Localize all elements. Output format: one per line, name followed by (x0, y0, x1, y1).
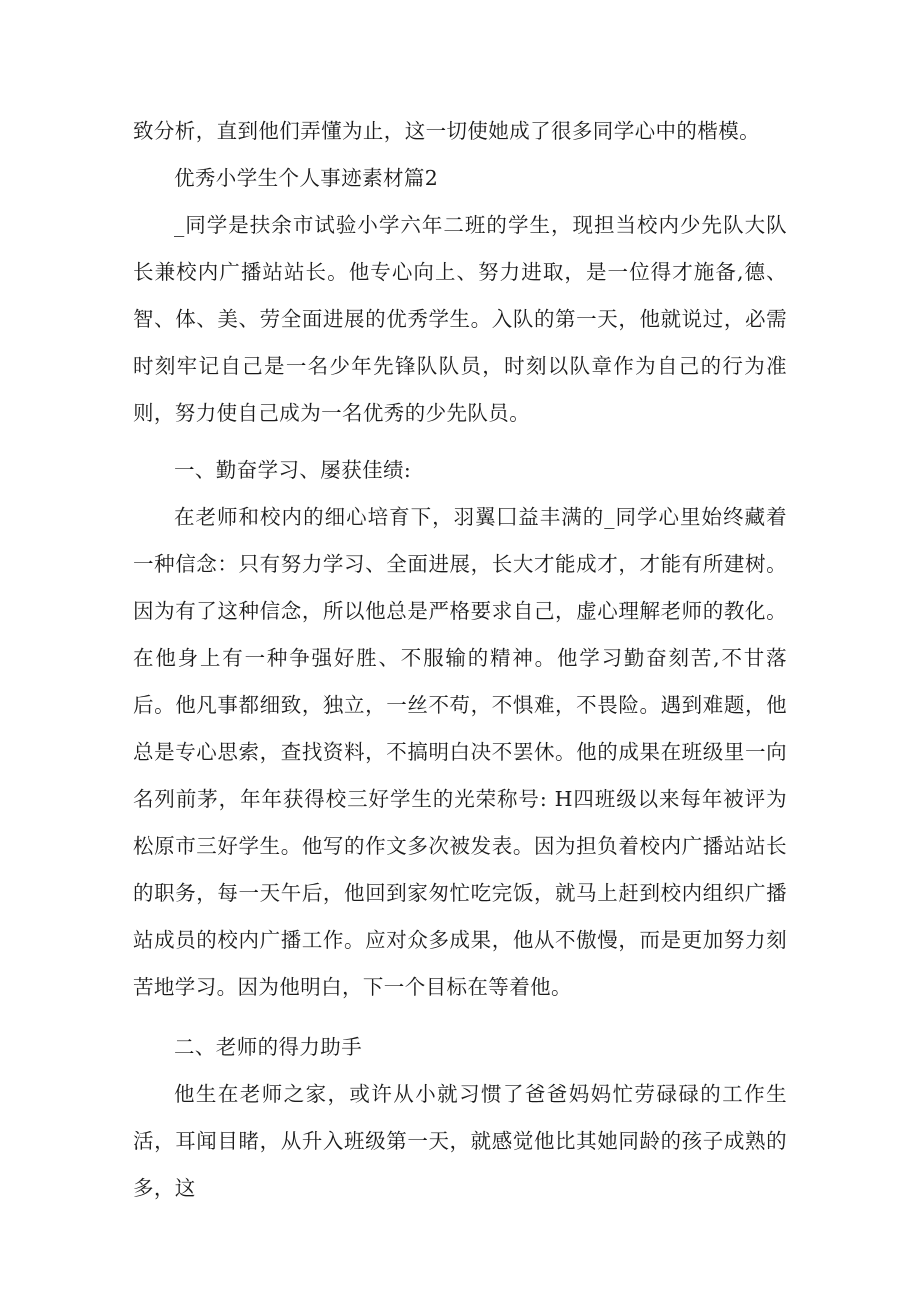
section-title: 优秀小学生个人事迹素材篇2 (174, 166, 439, 190)
subheading-assistant: 二、老师的得力助手 (174, 1035, 363, 1059)
subheading-study: 一、勤奋学习、屡获佳绩: (174, 458, 412, 482)
paragraph-study: 在老师和校内的细心培育下，羽翼囗益丰满的_同学心里始终藏着一种信念：只有努力学习、全面进展，长大才能成才，才能有所建树。因为有了这种信念，所以他总是严格要求自己，虚心理解老师的教化。在他身上有一种争强好胜、不服输的精神。他学习勤奋刻苦,不甘落后。他凡事都细致，独立，一丝不苟，不惧难，不畏险。遇到难题，他总是专心思索，查找资料，不搞明白决不罢休。他的成果在班级里一向名列前茅，年年获得校三好学生的光荣称号: H四班级以来每年被评为松原市三好学生。他写的作文多次被发表。因为担负着校内广播站站长的职务，每一天午后，他回到家匆忙吃完饭，就马上赶到校内组织广播站成员的校内广播工作。应对众多成果，他从不傲慢，而是更加努力刻苦地学习。因为他明白，下一个目标在等着他。 (133, 505, 787, 999)
paragraph-intro: _同学是扶余市试验小学六年二班的学生，现担当校内少先队大队长兼校内广播站站长。他专心向上、努力进取，是一位得才施备,德、智、体、美、劳全面进展的优秀学生。入队的第一天，他就说过，必需时刻牢记自己是一名少年先锋队队员，时刻以队章作为自己的行为准则，努力使自己成为一名优秀的少先队员。 (133, 213, 787, 425)
paragraph-assistant: 他生在老师之家，或许从小就习惯了爸爸妈妈忙劳碌碌的工作生活，耳闻目睹，从升入班级第一天，就感觉他比其她同龄的孩子成熟的多，这 (133, 1082, 787, 1200)
paragraph-continuation: 致分析，直到他们弄懂为止，这一切使她成了很多同学心中的楷模。 (133, 119, 760, 143)
